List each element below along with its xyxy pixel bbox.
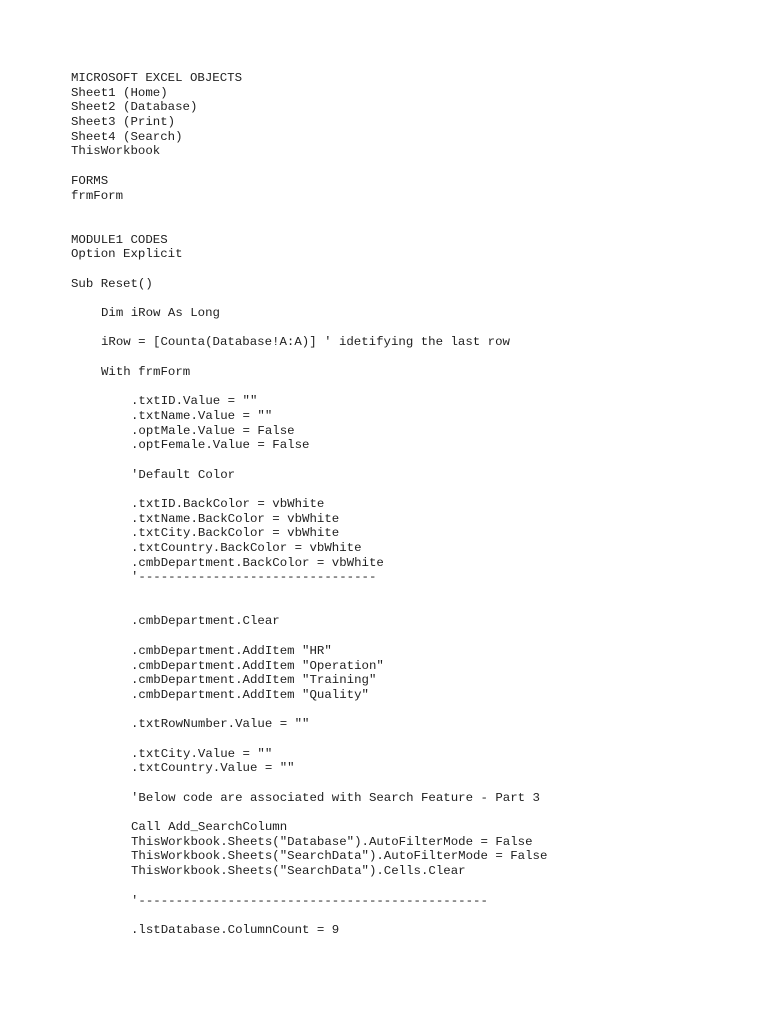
blank-line (71, 350, 748, 365)
code-line: FORMS (71, 173, 109, 188)
code-line: .txtCountry.Value = "" (131, 761, 295, 776)
code-line: MICROSOFT EXCEL OBJECTS (71, 71, 243, 85)
code-line: ThisWorkbook.Sheets("Database").AutoFilterMode = False (131, 834, 533, 849)
blank-line (71, 321, 748, 336)
code-line: '-------------------------------- (131, 570, 377, 585)
code-line: ThisWorkbook.Sheets("SearchData").AutoFilterMode = False (131, 849, 548, 864)
code-line: Sheet4 (Search) (71, 129, 183, 144)
blank-line (71, 629, 748, 644)
blank-line (71, 453, 748, 468)
code-line: Dim iRow As Long (101, 306, 220, 320)
code-line: .txtID.BackColor = vbWhite (131, 496, 325, 511)
code-line: ThisWorkbook (71, 144, 161, 159)
code-line: 'Default Color (131, 467, 236, 482)
blank-line (71, 703, 748, 718)
code-line: Option Explicit (71, 247, 183, 262)
code-line: .cmbDepartment.AddItem "Operation" (131, 658, 384, 673)
blank-line (71, 732, 748, 747)
blank-line (71, 203, 748, 218)
code-line: .cmbDepartment.Clear (131, 614, 280, 629)
code-line: .optFemale.Value = False (131, 438, 310, 453)
blank-line (71, 879, 748, 894)
code-line: MODULE1 CODES (71, 232, 168, 247)
blank-line (71, 159, 748, 174)
code-line: .txtID.Value = "" (131, 394, 258, 409)
code-line: .cmbDepartment.AddItem "Training" (131, 673, 377, 688)
code-line: .optMale.Value = False (131, 423, 295, 438)
blank-line (71, 908, 748, 923)
blank-line (71, 805, 748, 820)
code-line: .txtName.Value = "" (131, 408, 273, 423)
code-listing (71, 71, 748, 938)
blank-line (71, 585, 748, 600)
code-line: .cmbDepartment.AddItem "Quality" (131, 687, 369, 702)
code-line: Sheet2 (Database) (71, 100, 198, 115)
code-line: Call Add_SearchColumn (131, 820, 288, 835)
code-line: .txtRowNumber.Value = "" (131, 717, 310, 732)
code-line: ThisWorkbook.Sheets("SearchData").Cells.Clear (131, 864, 466, 879)
code-line: .txtCity.BackColor = vbWhite (131, 526, 340, 541)
blank-line (71, 262, 748, 277)
code-line: .cmbDepartment.BackColor = vbWhite (131, 555, 384, 570)
code-line: .txtCountry.BackColor = vbWhite (131, 541, 362, 555)
code-line: .lstDatabase.ColumnCount = 9 (131, 922, 340, 937)
code-line: .txtCity.Value = "" (131, 746, 273, 761)
code-line: Sub Reset() (71, 276, 153, 291)
blank-line (71, 776, 748, 791)
blank-line (71, 291, 748, 306)
code-line: frmForm (71, 188, 124, 203)
blank-line (71, 482, 748, 497)
code-line: Sheet3 (Print) (71, 115, 176, 130)
code-line: .txtName.BackColor = vbWhite (131, 511, 340, 526)
code-line: .cmbDepartment.AddItem "HR" (131, 643, 332, 658)
blank-line (71, 379, 748, 394)
code-line: '----------------------------------------------- (131, 893, 488, 908)
code-line: With frmForm (101, 364, 191, 379)
blank-line (71, 218, 748, 233)
code-line: Sheet1 (Home) (71, 85, 168, 100)
document-page (71, 71, 748, 938)
blank-line (71, 600, 748, 615)
code-line: 'Below code are associated with Search Feature - Part 3 (131, 790, 540, 805)
code-line: iRow = [Counta(Database!A:A)] ' idetifying the last row (101, 335, 510, 350)
